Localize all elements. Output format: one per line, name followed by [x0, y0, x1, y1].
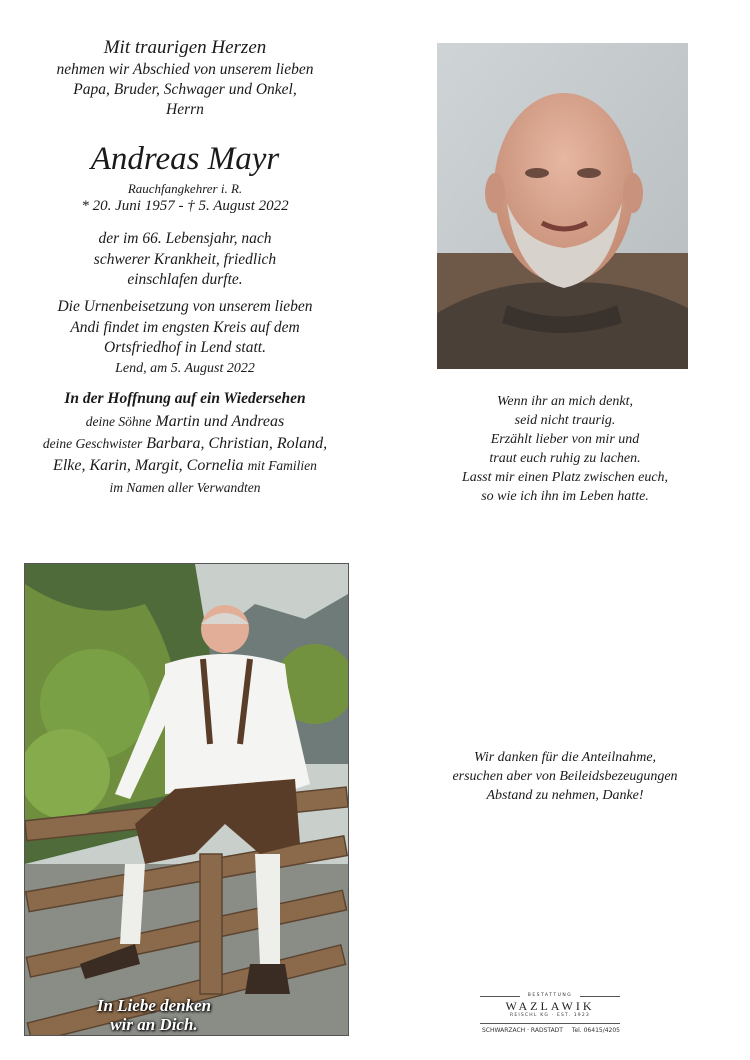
- passage-death-line-2: schwerer Krankheit, friedlich: [93, 250, 277, 268]
- family-sons: [20, 411, 350, 433]
- passage-death: [20, 229, 350, 291]
- poem-line: Erzählt lieber von mir und: [490, 432, 640, 447]
- place-date: Lend, am 5. August 2022: [115, 361, 255, 376]
- poem: [430, 392, 700, 506]
- siblings-suffix: mit Familien: [247, 458, 317, 473]
- poem-line: Lasst mir einen Platz zwischen euch,: [461, 470, 669, 485]
- intro-block: [20, 36, 350, 120]
- thanks-line: Abstand zu nehmen, Danke!: [486, 788, 644, 803]
- logo-subtitle: REISCHL KG · EST. 1923: [510, 1013, 590, 1018]
- logo-small-text: BESTATTUNG: [527, 993, 573, 998]
- sons-prefix: deine Söhne: [85, 414, 152, 429]
- passage-burial-line-1: Die Urnenbeisetzung von unserem lieben: [57, 298, 313, 315]
- deceased-name: Andreas Mayr: [90, 141, 280, 177]
- passage-death-line-1: der im 66. Lebensjahr, nach: [98, 230, 272, 247]
- logo-rule: [580, 996, 620, 997]
- passage-burial-line-2: Andi findet im engsten Kreis auf dem: [70, 318, 300, 336]
- logo-rule: [480, 996, 520, 997]
- logo-locations: SCHWARZACH · RADSTADT: [482, 1027, 563, 1034]
- siblings-prefix: deine Geschwister: [42, 436, 143, 451]
- passage-burial-line-3: Ortsfriedhof in Lend statt.: [104, 339, 266, 356]
- relatives-text: im Namen aller Verwandten: [109, 480, 261, 495]
- logo-phone: Tel. 06415/4205: [571, 1027, 620, 1034]
- passage-burial: [20, 297, 350, 359]
- photo-caption: [54, 996, 254, 1034]
- intro-line-3: Papa, Bruder, Schwager und Onkel,: [73, 81, 297, 98]
- intro-line-4: Herrn: [166, 101, 204, 118]
- passage-death-line-3: einschlafen durfte.: [127, 271, 243, 288]
- deceased-profession: Rauchfangkehrer i. R.: [127, 181, 243, 196]
- siblings-names-b: Elke, Karin, Margit, Cornelia: [53, 457, 244, 474]
- thanks-note: [420, 748, 710, 805]
- portrait-photo: [437, 43, 688, 369]
- sons-names: Martin und Andreas: [155, 413, 285, 430]
- family-relatives: [20, 477, 350, 499]
- family-siblings-1: [20, 433, 350, 455]
- thanks-line: Wir danken für die Anteilnahme,: [473, 750, 657, 765]
- intro-line-1: Mit traurigen Herzen: [103, 37, 267, 58]
- poem-line: so wie ich ihn im Leben hatte.: [481, 489, 649, 504]
- poem-line: traut euch ruhig zu lachen.: [489, 451, 641, 466]
- logo-rule: [480, 1023, 620, 1024]
- thanks-line: ersuchen aber von Beileidsbezeugungen: [452, 769, 678, 784]
- photo-caption-line-1: In Liebe denken: [96, 996, 212, 1015]
- family-list: [20, 411, 350, 499]
- intro-line-2: nehmen wir Abschied von unserem lieben: [56, 61, 314, 78]
- siblings-names-a: Barbara, Christian, Roland,: [146, 435, 328, 452]
- family-siblings-2: [20, 455, 350, 477]
- hope-line: In der Hoffnung auf ein Wiedersehen: [64, 390, 306, 407]
- outdoor-photo: [24, 563, 349, 1036]
- photo-caption-line-2: wir an Dich.: [110, 1015, 198, 1034]
- life-dates: * 20. Juni 1957 - † 5. August 2022: [81, 198, 289, 214]
- poem-line: seid nicht traurig.: [514, 413, 616, 428]
- logo-name: WAZLAWIK: [505, 999, 595, 1013]
- poem-line: Wenn ihr an mich denkt,: [497, 394, 633, 409]
